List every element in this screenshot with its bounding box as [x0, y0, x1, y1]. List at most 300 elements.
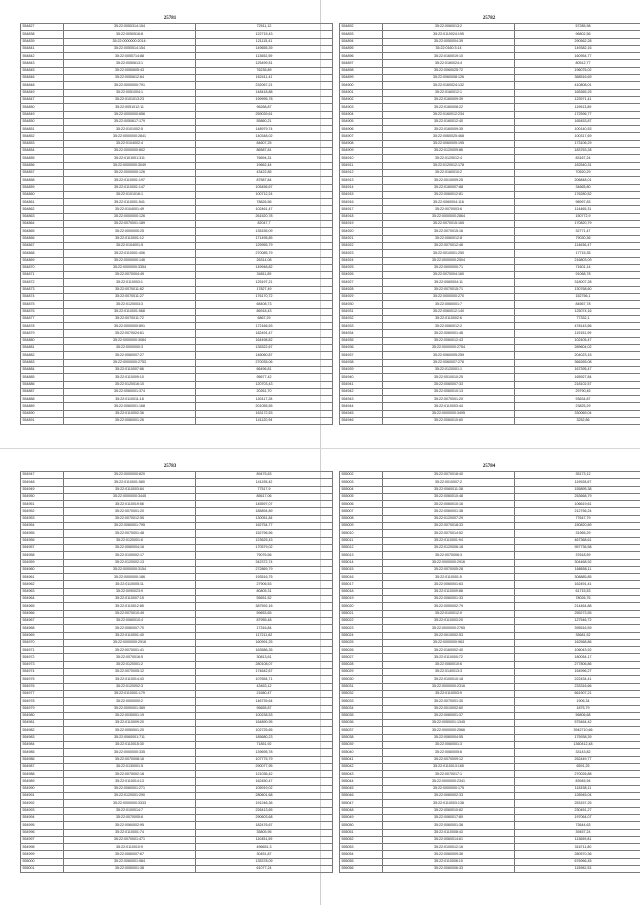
table-row: [21, 785, 333, 792]
table-row: [340, 53, 640, 60]
record-number-cell: 554893: [340, 31, 383, 38]
cadastral-number-cell: 35:22:0110005:11: [64, 581, 196, 588]
record-number-cell: 554935: [340, 337, 383, 344]
table-row: [21, 418, 333, 425]
value-cell: 56806,68: [515, 712, 640, 719]
record-number-cell: 554900: [340, 82, 383, 89]
table-row: [21, 741, 333, 748]
table-row: [340, 257, 640, 264]
value-cell: 77517,9: [196, 486, 333, 493]
record-number-cell: 554902: [340, 96, 383, 103]
value-cell: 233316,66: [515, 683, 640, 690]
value-cell: 162491,41: [515, 581, 640, 588]
cadastral-number-cell: 35:22:0000000:335: [64, 749, 196, 756]
record-number-cell: 555007: [340, 508, 383, 515]
cadastral-number-cell: 35:22:0070005:12: [64, 669, 196, 676]
cadastral-number-cell: 35:22:0110003:138: [383, 800, 515, 807]
record-number-cell: 554924: [340, 257, 383, 264]
cadastral-number-cell: 35:22:0060013:2: [383, 24, 515, 31]
cadastral-number-cell: 35:22:0110009:20: [64, 720, 196, 727]
cadastral-number-cell: 35:22:0000000:146: [64, 257, 196, 264]
record-number-cell: 554942: [340, 388, 383, 395]
table-row: [340, 588, 640, 595]
record-number-cell: 554995: [21, 822, 64, 829]
record-number-cell: 554878: [21, 323, 64, 330]
record-number-cell: 554930: [340, 301, 383, 308]
record-number-cell: 555009: [340, 523, 383, 530]
cadastral-number-cell: 35:22:0060012:140: [383, 308, 515, 315]
value-cell: 77647,79: [515, 515, 640, 522]
cadastral-number-cell: 35:22:0060001:3: [383, 741, 515, 748]
table-row: [340, 323, 640, 330]
value-cell: 149948,82: [196, 264, 333, 271]
cadastral-number-cell: 35:22:0050002:79: [383, 603, 515, 610]
cadastral-number-cell: 35:22:0060001:38: [383, 822, 515, 829]
cadastral-number-cell: 35:22:0070014:52: [383, 530, 515, 537]
cadastral-number-cell: 35:22:0010002:53: [383, 632, 515, 639]
record-number-cell: 554881: [21, 345, 64, 352]
value-cell: 206848,01: [515, 177, 640, 184]
table-row: [21, 698, 333, 705]
table-row: [340, 264, 640, 271]
table-row: [21, 669, 333, 676]
record-number-cell: 554854: [21, 148, 64, 155]
record-number-cell: 555045: [340, 785, 383, 792]
cadastral-number-cell: 35:22:0000000:3354: [64, 264, 196, 271]
table-row: [21, 293, 333, 300]
record-number-cell: 554843: [21, 60, 64, 67]
record-number-cell: 554855: [21, 155, 64, 162]
table-row: [340, 596, 640, 603]
cadastral-number-cell: 35:22:0070015:16: [383, 228, 515, 235]
value-cell: 162568,86: [515, 639, 640, 646]
value-cell: 43463,12: [196, 683, 333, 690]
cadastral-number-cell: 35:22:0000000:3084: [64, 337, 196, 344]
record-number-cell: 554859: [21, 184, 64, 191]
table-row: [340, 486, 640, 493]
table-row: [340, 669, 640, 676]
value-cell: 197064,07: [515, 814, 640, 821]
record-number-cell: 555037: [340, 727, 383, 734]
table-row: [340, 844, 640, 851]
record-number-cell: 554856: [21, 162, 64, 169]
value-cell: 73644,63: [515, 822, 640, 829]
value-cell: 1360412,48: [515, 741, 640, 748]
table-row: [340, 544, 640, 551]
value-cell: 35681,52: [515, 632, 640, 639]
cadastral-number-cell: 35:22:0110007:86: [64, 366, 196, 373]
value-cell: 387592,16: [196, 603, 333, 610]
value-cell: 93634,87: [515, 396, 640, 403]
value-cell: 162754,77: [196, 523, 333, 530]
cadastral-number-cell: 35:22:0060004:55: [383, 734, 515, 741]
value-cell: 127546,72: [515, 617, 640, 624]
record-number-cell: 554966: [21, 610, 64, 617]
cadastral-number-cell: 35:22:0110001:74: [64, 829, 196, 836]
cadastral-number-cell: 35:22:0000000:2916: [383, 559, 515, 566]
table-row: [340, 184, 640, 191]
cadastral-number-cell: 35:22:0010002:60: [383, 705, 515, 712]
record-number-cell: 555054: [340, 851, 383, 858]
record-number-cell: 554941: [340, 381, 383, 388]
value-cell: 165365,25: [515, 89, 640, 96]
record-number-cell: 554846: [21, 75, 64, 82]
record-number-cell: 554903: [340, 104, 383, 111]
record-number-cell: 555010: [340, 530, 383, 537]
cadastral-number-cell: 35:22:0060005:6: [383, 749, 515, 756]
value-cell: 272869,79: [196, 566, 333, 573]
table-row: [21, 162, 333, 169]
value-cell: 3252,86: [515, 418, 640, 425]
value-cell: 79030,36: [515, 235, 640, 242]
cadastral-number-cell: 35:22:0000000:3049: [64, 162, 196, 169]
cadastral-number-cell: 35:22:0070017:1: [383, 771, 515, 778]
value-cell: 150772,9: [515, 213, 640, 220]
value-cell: 113652,59: [196, 53, 333, 60]
cadastral-number-cell: 35:22:0000000:2316: [383, 683, 515, 690]
record-number-cell: 555029: [340, 669, 383, 676]
value-cell: 140348,02: [196, 133, 333, 140]
value-cell: 160954,77: [515, 53, 640, 60]
value-cell: 280601,68: [196, 793, 333, 800]
value-cell: 130768,60: [515, 286, 640, 293]
value-cell: 155895,38: [515, 486, 640, 493]
value-cell: 146739,64: [196, 698, 333, 705]
record-number-cell: 554936: [340, 345, 383, 352]
table-row: [340, 111, 640, 118]
record-number-cell: 554955: [21, 530, 64, 537]
record-number-cell: 554885: [21, 374, 64, 381]
record-number-cell: 554986: [21, 756, 64, 763]
value-cell: 193516,75: [196, 574, 333, 581]
value-cell: 182476,67: [196, 822, 333, 829]
value-cell: 255273,55: [515, 610, 640, 617]
value-cell: 59653,65: [196, 610, 333, 617]
cadastral-number-cell: 35:22:0060009:195: [383, 140, 515, 147]
value-cell: 201055,55: [196, 403, 333, 410]
value-cell: 87955,48: [196, 617, 333, 624]
cadastral-number-cell: 35:22:0000000:2: [64, 698, 196, 705]
table-row: [340, 508, 640, 515]
value-cell: 86918,43: [196, 308, 333, 315]
value-cell: 77332,1: [515, 315, 640, 322]
value-cell: 163586,35: [196, 647, 333, 654]
table-row: [340, 374, 640, 381]
record-number-cell: 554909: [340, 148, 383, 155]
value-cell: 120703,43: [196, 381, 333, 388]
cadastral-number-cell: 35:22:0160008:22: [383, 104, 515, 111]
cadastral-number-cell: 35:22:0070004:49: [64, 272, 196, 279]
cadastral-number-cell: 35:22:0120001:1: [383, 366, 515, 373]
cadastral-number-cell: 35:22:0110001:12: [64, 235, 196, 242]
cadastral-number-cell: 35:22:0000000:3154: [64, 566, 196, 573]
record-number-cell: 554940: [340, 374, 383, 381]
record-number-cell: 554971: [21, 647, 64, 654]
document-page-4: [339, 463, 639, 873]
value-cell: 149655,39: [196, 45, 333, 52]
record-number-cell: 554917: [340, 206, 383, 213]
value-cell: 216803,09: [515, 257, 640, 264]
record-number-cell: 555051: [340, 829, 383, 836]
value-cell: 105456,67: [196, 184, 333, 191]
cadastral-number-cell: 35:22:0110001:406: [64, 250, 196, 257]
table-row: [340, 566, 640, 573]
value-cell: 71601,14: [515, 264, 640, 271]
cadastral-number-cell: 35:22:0060012:2: [383, 323, 515, 330]
cadastral-number-cell: 35:22:0060001:37: [383, 712, 515, 719]
cadastral-number-cell: 35:22:0070015:71: [383, 286, 515, 293]
cadastral-number-cell: 35:22:0000000:2841: [64, 133, 196, 140]
record-number-cell: 554865: [21, 228, 64, 235]
table-row: [340, 763, 640, 770]
cadastral-number-cell: 35:22:0110001:147: [64, 184, 196, 191]
table-row: [340, 785, 640, 792]
record-number-cell: 554914: [340, 184, 383, 191]
cadastral-number-cell: 35:22:0160019:10: [383, 53, 515, 60]
record-number-cell: 554901: [340, 89, 383, 96]
table-row: [21, 177, 333, 184]
record-number-cell: 554967: [21, 617, 64, 624]
cadastral-number-cell: 35:22:0110003:84: [64, 486, 196, 493]
record-number-cell: 555005: [340, 493, 383, 500]
cadastral-number-cell: 35:22:0070018:40: [383, 472, 515, 479]
value-cell: 176170,72: [196, 293, 333, 300]
value-cell: 252449,77: [515, 756, 640, 763]
record-number-cell: 554851: [21, 126, 64, 133]
value-cell: 23825,29: [515, 403, 640, 410]
table-row: [21, 807, 333, 814]
cadastral-number-cell: 35:22:0060010:62: [383, 807, 515, 814]
record-number-cell: 554857: [21, 169, 64, 176]
record-number-cell: 555001: [21, 866, 64, 873]
cadastral-number-cell: 35:22:0060010:48: [383, 493, 515, 500]
cadastral-number-cell: 35:22:0110015:30: [64, 741, 196, 748]
value-cell: 102405,47: [515, 337, 640, 344]
value-cell: 78826,56: [196, 199, 333, 206]
record-number-cell: 554879: [21, 330, 64, 337]
table-row: [340, 661, 640, 668]
value-cell: 114636,47: [515, 242, 640, 249]
record-number-cell: 555000: [21, 858, 64, 865]
table-row: [21, 286, 333, 293]
record-number-cell: 555008: [340, 515, 383, 522]
cadastral-number-cell: 35:22:0060001:711: [64, 734, 196, 741]
value-cell: 84567,78: [515, 301, 640, 308]
table-row: [21, 45, 333, 52]
table-row: [340, 293, 640, 300]
cadastral-number-cell: 35:22:0050314:154: [64, 24, 196, 31]
record-number-cell: 554976: [21, 683, 64, 690]
table-row: [340, 235, 640, 242]
value-cell: 165927,84: [515, 374, 640, 381]
value-cell: 125197,21: [196, 279, 333, 286]
value-cell: 17827,49: [196, 286, 333, 293]
cadastral-number-cell: 35:22:0070016:5: [64, 654, 196, 661]
value-cell: 119513,89: [515, 104, 640, 111]
value-cell: 168658,11: [515, 566, 640, 573]
cadastral-number-cell: 35:22:0101002:5: [64, 126, 196, 133]
record-number-cell: 554989: [21, 778, 64, 785]
table-row: [21, 588, 333, 595]
table-row: [21, 858, 333, 865]
record-number-cell: 555032: [340, 690, 383, 697]
cadastral-table: [339, 23, 640, 425]
record-number-cell: 554848: [21, 82, 64, 89]
table-row: [21, 836, 333, 843]
cadastral-number-cell: 35:22:0110000:72: [383, 654, 515, 661]
table-row: [340, 345, 640, 352]
table-row: [21, 734, 333, 741]
record-number-cell: 554928: [340, 286, 383, 293]
record-number-cell: 554858: [21, 177, 64, 184]
table-row: [21, 279, 333, 286]
value-cell: 29790,45: [515, 388, 640, 395]
cadastral-number-cell: 35:22:0070011:72: [64, 315, 196, 322]
record-number-cell: 554949: [21, 486, 64, 493]
record-number-cell: 554923: [340, 250, 383, 257]
record-number-cell: 554908: [340, 140, 383, 147]
value-cell: 575464,42: [515, 720, 640, 727]
value-cell: 135155,09: [196, 228, 333, 235]
cadastral-number-cell: 35:22:0060002:95: [64, 822, 196, 829]
cadastral-number-cell: 35:22:0160009:35: [383, 126, 515, 133]
table-row: [21, 727, 333, 734]
value-cell: 141195,42: [196, 479, 333, 486]
cadastral-number-cell: 35:22:0060001:38: [383, 508, 515, 515]
record-number-cell: 555049: [340, 814, 383, 821]
value-cell: 204023,15: [515, 352, 640, 359]
record-number-cell: 555014: [340, 559, 383, 566]
table-row: [340, 242, 640, 249]
record-number-cell: 554961: [21, 574, 64, 581]
cadastral-number-cell: 35:22:0110010:9: [64, 844, 196, 851]
record-number-cell: 555016: [340, 574, 383, 581]
value-cell: 316711,80: [515, 844, 640, 851]
value-cell: 17715,35: [515, 250, 640, 257]
cadastral-number-cell: 35:22:0060004:116: [383, 199, 515, 206]
record-number-cell: 555036: [340, 720, 383, 727]
record-number-cell: 554910: [340, 155, 383, 162]
document-page-1: [20, 15, 320, 425]
value-cell: 100712,24: [196, 191, 333, 198]
record-number-cell: 554913: [340, 177, 383, 184]
table-row: [340, 493, 640, 500]
value-cell: 152796,56: [196, 530, 333, 537]
record-number-cell: 554890: [21, 410, 64, 417]
value-cell: 289604,02: [515, 345, 640, 352]
record-number-cell: 554892: [340, 24, 383, 31]
cadastral-number-cell: 35:22:0060017:80: [383, 814, 515, 821]
record-number-cell: 554938: [340, 359, 383, 366]
record-number-cell: 555043: [340, 771, 383, 778]
value-cell: 395516,59: [515, 625, 640, 632]
table-row: [21, 118, 333, 125]
cadastral-number-cell: 35:22:0050001:1345: [383, 720, 515, 727]
table-row: [340, 155, 640, 162]
value-cell: 121036,42: [196, 771, 333, 778]
value-cell: 304468,92: [515, 559, 640, 566]
value-cell: 21680,47: [196, 690, 333, 697]
cadastral-number-cell: 35:22:0110014:43: [64, 676, 196, 683]
table-row: [21, 617, 333, 624]
table-row: [340, 676, 640, 683]
table-row: [21, 778, 333, 785]
table-row: [21, 574, 333, 581]
table-row: [340, 756, 640, 763]
record-number-cell: 554886: [21, 381, 64, 388]
table-row: [21, 381, 333, 388]
record-number-cell: 554875: [21, 301, 64, 308]
cadastral-number-cell: 35:22:0160024:132: [383, 82, 515, 89]
record-number-cell: 554888: [21, 396, 64, 403]
cadastral-number-cell: 35:22:0000000:126: [64, 169, 196, 176]
value-cell: 91068,78: [515, 272, 640, 279]
page-gutter-horizontal: [0, 448, 640, 449]
table-row: [21, 552, 333, 559]
record-number-cell: 554866: [21, 235, 64, 242]
cadastral-number-cell: 35:22:0000000:820: [64, 472, 196, 479]
cadastral-number-cell: 35:22:0000000:656: [64, 111, 196, 118]
value-cell: 121115,41: [196, 38, 333, 45]
record-number-cell: 554849: [21, 89, 64, 96]
record-number-cell: 554919: [340, 221, 383, 228]
cadastral-number-cell: 35:22:0060002:33: [383, 793, 515, 800]
value-cell: 106619,61: [515, 501, 640, 508]
record-number-cell: 555038: [340, 734, 383, 741]
value-cell: 6867,29: [196, 315, 333, 322]
cadastral-number-cell: 35:22:0070015:165: [383, 221, 515, 228]
table-row: [21, 31, 333, 38]
cadastral-number-cell: 35:22:0060010:13: [383, 388, 515, 395]
table-row: [340, 530, 640, 537]
cadastral-number-cell: 35:22:0120016:10: [64, 381, 196, 388]
cadastral-number-cell: 35:22:0070008:16: [64, 756, 196, 763]
cadastral-number-cell: 35:22:0060025:72: [383, 67, 515, 74]
cadastral-number-cell: 35:22:0120001:290: [64, 793, 196, 800]
table-row: [340, 96, 640, 103]
value-cell: 113659,81: [515, 836, 640, 843]
record-number-cell: 554904: [340, 111, 383, 118]
value-cell: 123625,43: [196, 537, 333, 544]
table-row: [340, 771, 640, 778]
cadastral-number-cell: 35:22:0000000:2504: [383, 257, 515, 264]
record-number-cell: 555020: [340, 603, 383, 610]
record-number-cell: 554998: [21, 844, 64, 851]
cadastral-table: [20, 23, 333, 425]
value-cell: 43422,85: [196, 169, 333, 176]
table-row: [21, 763, 333, 770]
value-cell: 141120,94: [196, 418, 333, 425]
cadastral-number-cell: 35:22:0000000:186: [64, 574, 196, 581]
cadastral-number-cell: 35:22:0160010:2: [383, 169, 515, 176]
cadastral-number-cell: 35:22:0060001:48: [383, 330, 515, 337]
record-number-cell: 554889: [21, 403, 64, 410]
table-row: [21, 501, 333, 508]
record-number-cell: 554965: [21, 603, 64, 610]
cadastral-number-cell: 35:22:0060007:70: [64, 625, 196, 632]
cadastral-number-cell: 35:22:0010007:2: [383, 479, 515, 486]
record-number-cell: 554883: [21, 359, 64, 366]
value-cell: 100317,69: [515, 133, 640, 140]
cadastral-number-cell: 35:22:0060005:259: [383, 352, 515, 359]
value-cell: 212756,24: [515, 508, 640, 515]
table-row: [340, 574, 640, 581]
cadastral-number-cell: 35:22:0060007:27: [64, 352, 196, 359]
table-row: [340, 829, 640, 836]
value-cell: 87587,84: [196, 177, 333, 184]
cadastral-number-cell: 35:22:0010010:25: [383, 374, 515, 381]
value-cell: 82047,7: [196, 221, 333, 228]
